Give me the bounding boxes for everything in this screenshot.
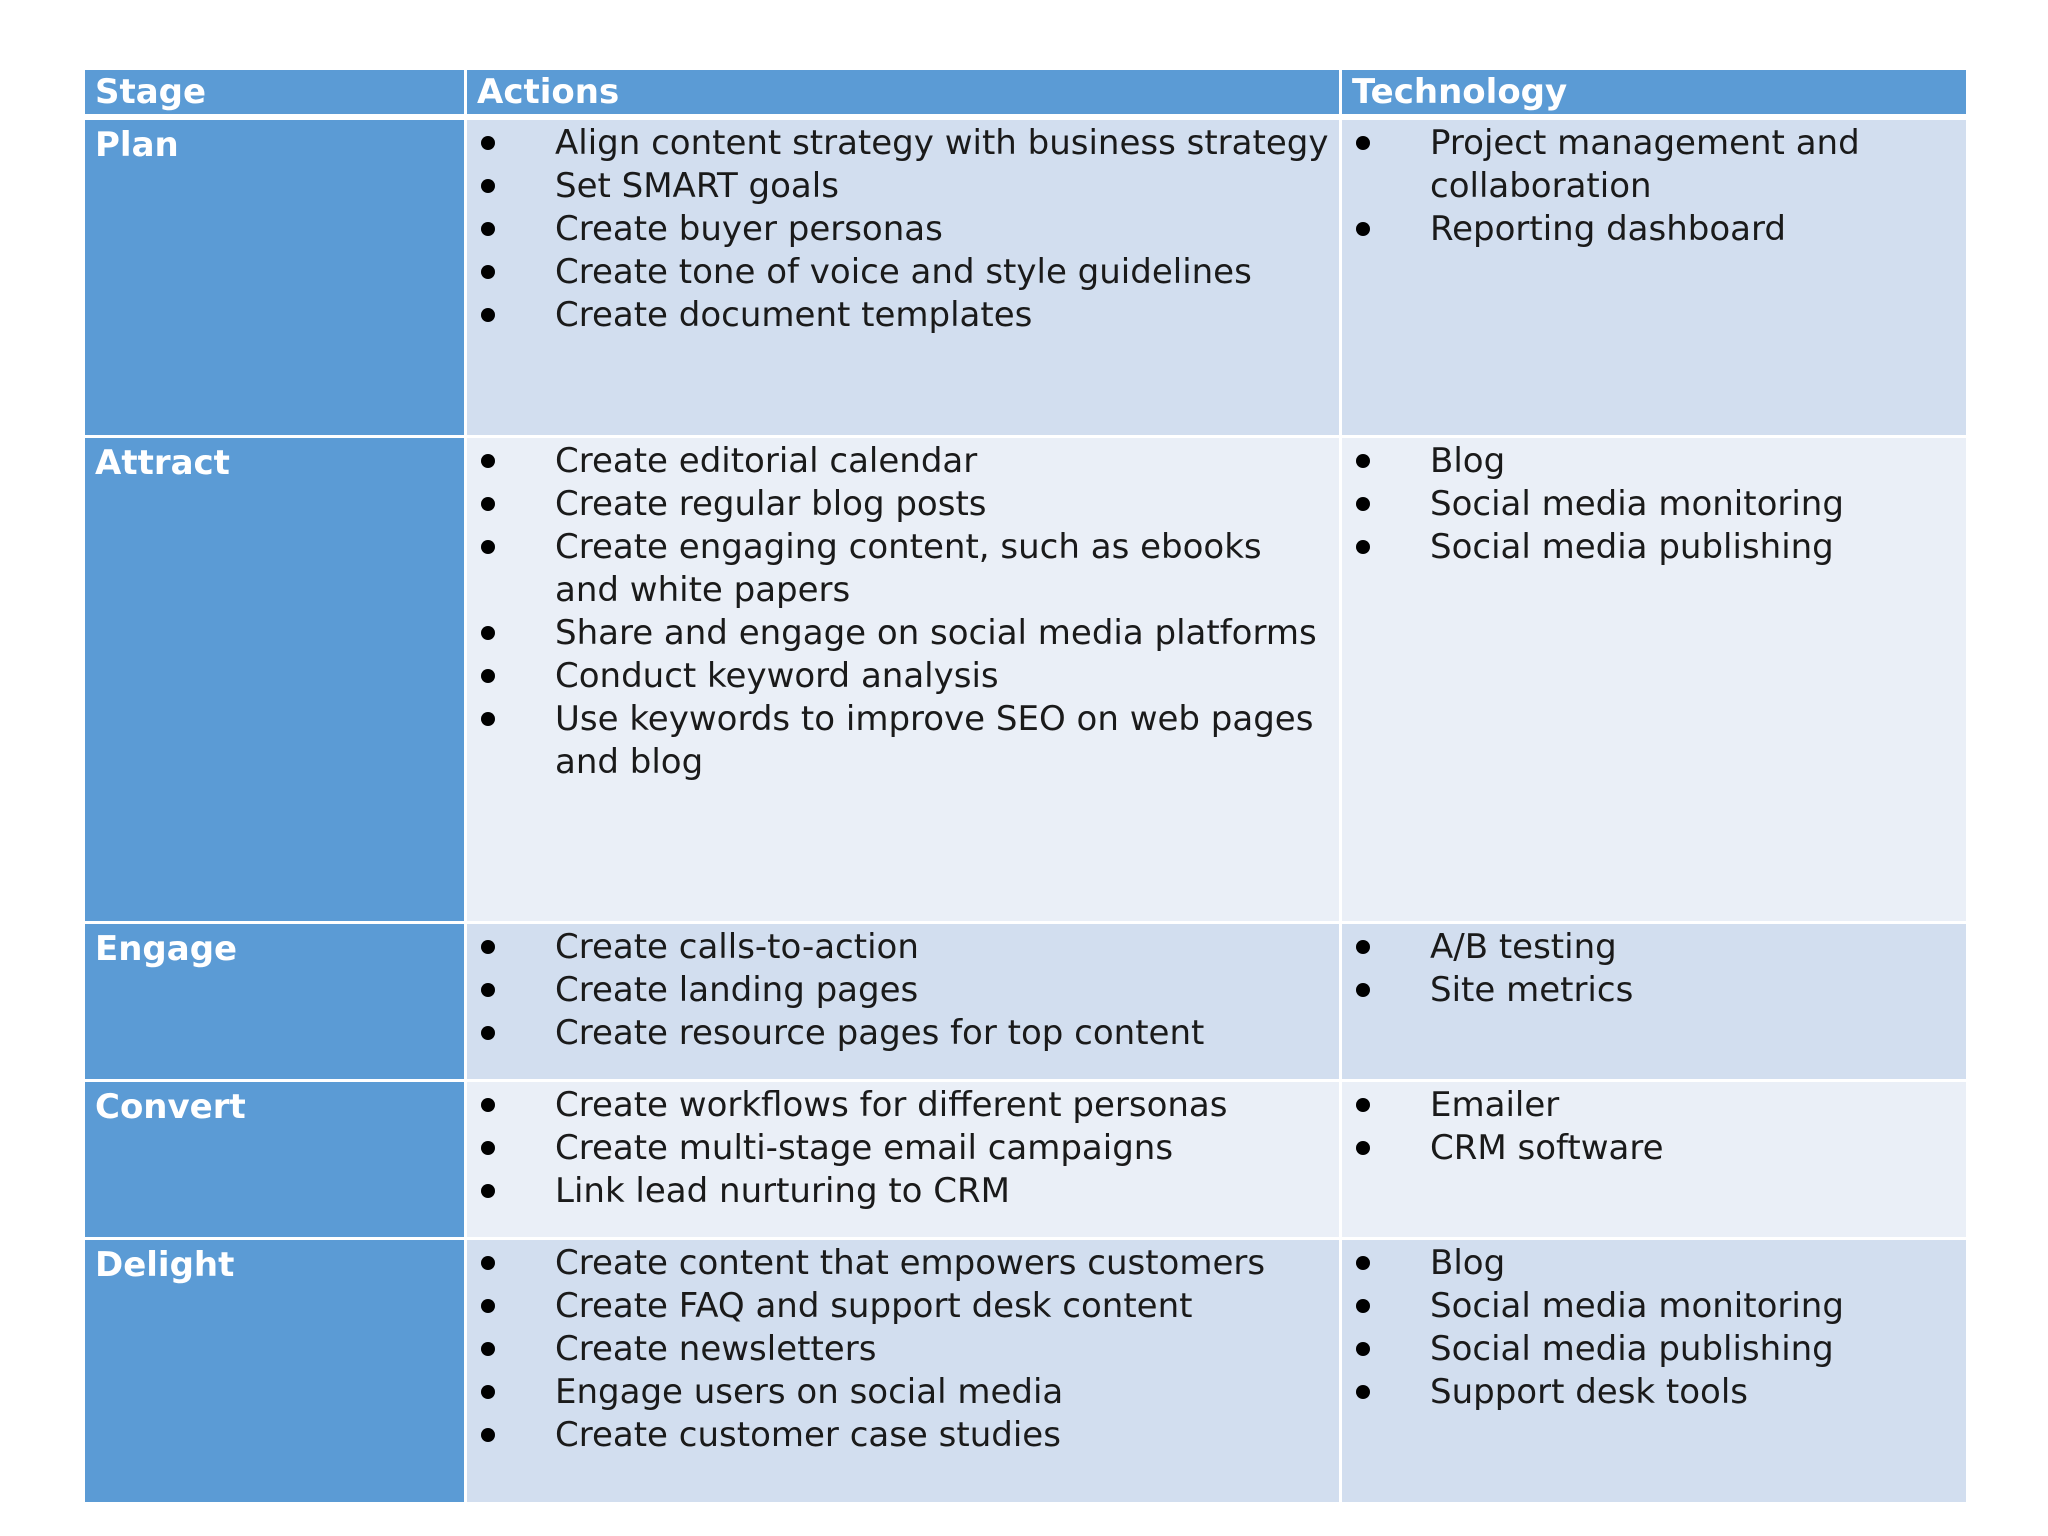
list-item bbox=[467, 165, 1331, 208]
list-item-text: CRM software bbox=[1430, 1128, 1664, 1168]
bullet-icon bbox=[1356, 454, 1370, 468]
stage-cell: Attract bbox=[84, 437, 466, 923]
table-row-plan bbox=[84, 117, 1968, 437]
list-item-text: Set SMART goals bbox=[555, 165, 839, 206]
bullet-icon bbox=[1356, 1256, 1370, 1270]
actions-cell bbox=[466, 1239, 1341, 1504]
actions-list bbox=[467, 926, 1331, 1055]
list-item-text: Emailer bbox=[1430, 1085, 1560, 1125]
bullet-icon bbox=[481, 265, 495, 279]
table-row-engage bbox=[84, 923, 1968, 1081]
list-item-text: Social media publishing bbox=[1430, 1329, 1834, 1369]
bullet-icon bbox=[481, 454, 495, 468]
list-item bbox=[1342, 1328, 1958, 1371]
list-item-text: Blog bbox=[1430, 441, 1506, 481]
list-item bbox=[467, 1242, 1331, 1285]
bullet-icon bbox=[481, 1428, 495, 1442]
list-item bbox=[467, 1127, 1331, 1170]
table-header bbox=[84, 69, 1968, 117]
list-item bbox=[467, 208, 1331, 251]
technology-list bbox=[1342, 122, 1958, 251]
technology-list bbox=[1342, 926, 1958, 1012]
bullet-icon bbox=[1356, 983, 1370, 997]
actions-list bbox=[467, 440, 1331, 784]
header-row bbox=[84, 69, 1968, 117]
list-item-text: Create content that empowers customers bbox=[555, 1243, 1266, 1283]
stage-cell: Delight bbox=[84, 1239, 466, 1504]
stage-cell: Convert bbox=[84, 1081, 466, 1239]
list-item-text: Share and engage on social media platforms bbox=[555, 613, 1317, 653]
bullet-icon bbox=[481, 1026, 495, 1040]
stage-cell: Engage bbox=[84, 923, 466, 1081]
bullet-icon bbox=[1356, 1342, 1370, 1356]
bullet-icon bbox=[481, 136, 495, 150]
list-item-text: Create editorial calendar bbox=[555, 441, 978, 481]
list-item-text: Support desk tools bbox=[1430, 1372, 1749, 1412]
list-item bbox=[1342, 1127, 1958, 1170]
list-item bbox=[1342, 1371, 1958, 1414]
bullet-icon bbox=[1356, 1141, 1370, 1155]
list-item-text: Social media monitoring bbox=[1430, 484, 1844, 524]
table-row-convert bbox=[84, 1081, 1968, 1239]
header-technology: Technology bbox=[1341, 69, 1968, 117]
list-item bbox=[467, 1170, 1331, 1213]
header-stage: Stage bbox=[84, 69, 466, 117]
list-item bbox=[1342, 208, 1958, 251]
bullet-icon bbox=[481, 712, 495, 726]
technology-list bbox=[1342, 440, 1958, 569]
list-item-text: Create multi-stage email campaigns bbox=[555, 1128, 1174, 1168]
bullet-icon bbox=[481, 983, 495, 997]
list-item bbox=[467, 294, 1331, 337]
list-item-text: Create landing pages bbox=[555, 970, 919, 1010]
list-item-text: Conduct keyword analysis bbox=[555, 656, 999, 696]
actions-cell bbox=[466, 923, 1341, 1081]
list-item-text: Align content strategy with business strategy bbox=[555, 122, 1329, 163]
list-item bbox=[467, 655, 1331, 698]
list-item-text: Create customer case studies bbox=[555, 1415, 1061, 1455]
bullet-icon bbox=[1356, 136, 1370, 150]
table-body bbox=[84, 117, 1968, 1504]
list-item-text: Site metrics bbox=[1430, 970, 1634, 1010]
list-item bbox=[467, 483, 1331, 526]
list-item-text: Create newsletters bbox=[555, 1329, 877, 1369]
technology-cell bbox=[1341, 1081, 1968, 1239]
list-item-text: Project management and collaboration bbox=[1430, 122, 1860, 206]
list-item-text: Social media publishing bbox=[1430, 527, 1834, 567]
bullet-icon bbox=[481, 1299, 495, 1313]
list-item bbox=[1342, 926, 1958, 969]
technology-cell bbox=[1341, 1239, 1968, 1504]
list-item-text: Create document templates bbox=[555, 294, 1033, 335]
list-item bbox=[1342, 1084, 1958, 1127]
list-item-text: Create calls-to-action bbox=[555, 927, 919, 967]
technology-list bbox=[1342, 1242, 1958, 1414]
bullet-icon bbox=[1356, 1385, 1370, 1399]
stage-actions-technology-table bbox=[82, 67, 1969, 1505]
bullet-icon bbox=[481, 1098, 495, 1112]
list-item-text: Link lead nurturing to CRM bbox=[555, 1171, 1010, 1211]
bullet-icon bbox=[481, 940, 495, 954]
bullet-icon bbox=[481, 179, 495, 193]
technology-cell bbox=[1341, 117, 1968, 437]
bullet-icon bbox=[481, 1342, 495, 1356]
actions-cell bbox=[466, 117, 1341, 437]
list-item bbox=[467, 1414, 1331, 1457]
list-item-text: Create buyer personas bbox=[555, 208, 943, 249]
list-item-text: Create workflows for different personas bbox=[555, 1085, 1228, 1125]
actions-list bbox=[467, 122, 1331, 337]
list-item-text: Create FAQ and support desk content bbox=[555, 1286, 1193, 1326]
list-item bbox=[467, 1285, 1331, 1328]
stage-cell: Plan bbox=[84, 117, 466, 437]
list-item bbox=[467, 612, 1331, 655]
technology-cell bbox=[1341, 923, 1968, 1081]
list-item bbox=[467, 526, 1331, 612]
bullet-icon bbox=[481, 1256, 495, 1270]
list-item bbox=[1342, 969, 1958, 1012]
list-item bbox=[1342, 1285, 1958, 1328]
list-item-text: Create tone of voice and style guidelines bbox=[555, 251, 1252, 292]
list-item-text: Social media monitoring bbox=[1430, 1286, 1844, 1326]
table-row-delight bbox=[84, 1239, 1968, 1504]
list-item bbox=[467, 1371, 1331, 1414]
bullet-icon bbox=[481, 540, 495, 554]
list-item bbox=[467, 926, 1331, 969]
list-item bbox=[1342, 483, 1958, 526]
list-item-text: Reporting dashboard bbox=[1430, 208, 1786, 249]
actions-list bbox=[467, 1084, 1331, 1213]
bullet-icon bbox=[481, 669, 495, 683]
bullet-icon bbox=[1356, 940, 1370, 954]
header-actions: Actions bbox=[466, 69, 1341, 117]
list-item bbox=[1342, 122, 1958, 208]
list-item bbox=[467, 1084, 1331, 1127]
bullet-icon bbox=[481, 222, 495, 236]
list-item-text: Create engaging content, such as ebooks and white papers bbox=[555, 527, 1262, 610]
technology-cell bbox=[1341, 437, 1968, 923]
bullet-icon bbox=[481, 1385, 495, 1399]
list-item bbox=[467, 440, 1331, 483]
bullet-icon bbox=[1356, 222, 1370, 236]
list-item-text: Use keywords to improve SEO on web pages and blog bbox=[555, 699, 1314, 782]
list-item-text: Create regular blog posts bbox=[555, 484, 987, 524]
technology-list bbox=[1342, 1084, 1958, 1170]
bullet-icon bbox=[481, 497, 495, 511]
list-item bbox=[467, 122, 1331, 165]
list-item bbox=[467, 1328, 1331, 1371]
list-item-text: A/B testing bbox=[1430, 927, 1617, 967]
list-item bbox=[1342, 526, 1958, 569]
list-item-text: Create resource pages for top content bbox=[555, 1013, 1205, 1053]
bullet-icon bbox=[481, 308, 495, 322]
list-item bbox=[467, 698, 1331, 784]
bullet-icon bbox=[1356, 1299, 1370, 1313]
bullet-icon bbox=[1356, 1098, 1370, 1112]
list-item bbox=[467, 969, 1331, 1012]
list-item-text: Engage users on social media bbox=[555, 1372, 1064, 1412]
bullet-icon bbox=[481, 1141, 495, 1155]
actions-list bbox=[467, 1242, 1331, 1457]
bullet-icon bbox=[481, 626, 495, 640]
table-row-attract bbox=[84, 437, 1968, 923]
actions-cell bbox=[466, 437, 1341, 923]
bullet-icon bbox=[1356, 497, 1370, 511]
bullet-icon bbox=[481, 1184, 495, 1198]
list-item bbox=[1342, 440, 1958, 483]
list-item bbox=[1342, 1242, 1958, 1285]
list-item bbox=[467, 1012, 1331, 1055]
actions-cell bbox=[466, 1081, 1341, 1239]
list-item-text: Blog bbox=[1430, 1243, 1506, 1283]
bullet-icon bbox=[1356, 540, 1370, 554]
list-item bbox=[467, 251, 1331, 294]
